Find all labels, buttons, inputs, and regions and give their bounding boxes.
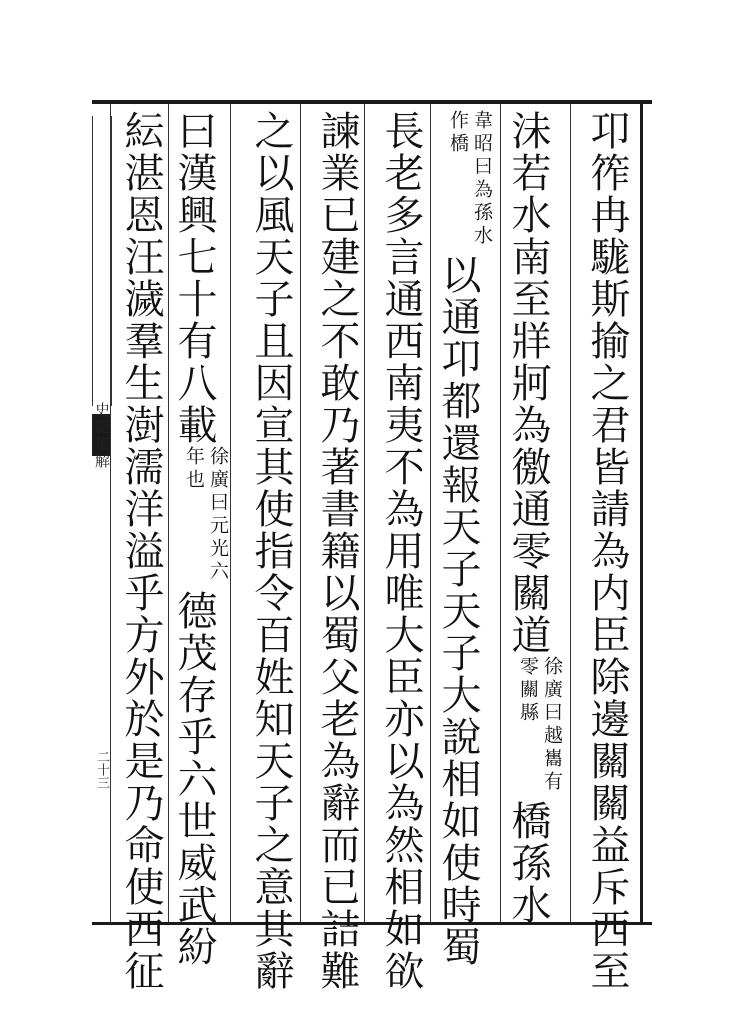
margin-band: [92, 116, 112, 406]
column-text: 之以風天子且因宣其使指令百姓知天子之意其辭: [248, 110, 294, 992]
column-text: 德茂存乎六世威武紛: [171, 590, 217, 968]
center-margin: [88, 104, 110, 922]
column-text: 沬若水南至牂牁為徼通零關道: [505, 110, 551, 656]
text-column-4: [374, 110, 428, 992]
column-text: 長老多言通西南夷不為用唯大臣亦以為然相如欲: [378, 110, 424, 992]
text-column-2: [505, 110, 564, 926]
text-column-5: [310, 110, 364, 992]
frame-top-border: [92, 100, 652, 104]
column-rule: [364, 104, 365, 922]
text-column-7: [171, 110, 230, 968]
column-rule: [570, 104, 571, 922]
column-text: 以通卭都還報天子天子大說相如使時蜀: [435, 254, 481, 968]
text-column-3: [435, 110, 494, 968]
margin-page-number: 二十三: [94, 750, 109, 789]
text-column-8: [114, 110, 168, 992]
frame-right-border: [640, 100, 643, 925]
column-text: 諫業已建之不敢乃著書籍以蜀父老為辭而已詰難: [314, 110, 360, 992]
column-text: 紜湛恩汪濊羣生澍濡洋溢乎方外於是乃命使西征: [118, 110, 164, 992]
text-column-6: [244, 110, 298, 992]
column-text: 橋孫水: [505, 800, 551, 926]
column-text: 卭筰冉駹斯揄之君皆請為内臣除邊關關益斥西至: [584, 110, 630, 992]
margin-book-title: 史記集解: [93, 402, 111, 470]
column-rule: [230, 104, 231, 922]
commentary-note: 徐廣曰元光六年也: [183, 446, 229, 584]
column-rule: [300, 104, 301, 922]
commentary-note: 韋昭曰為孫水作橋: [447, 110, 493, 248]
column-text: 曰漢興七十有八載: [171, 110, 217, 446]
text-column-1: [580, 110, 634, 992]
commentary-note: 徐廣曰越巂有零關縣: [517, 656, 563, 794]
